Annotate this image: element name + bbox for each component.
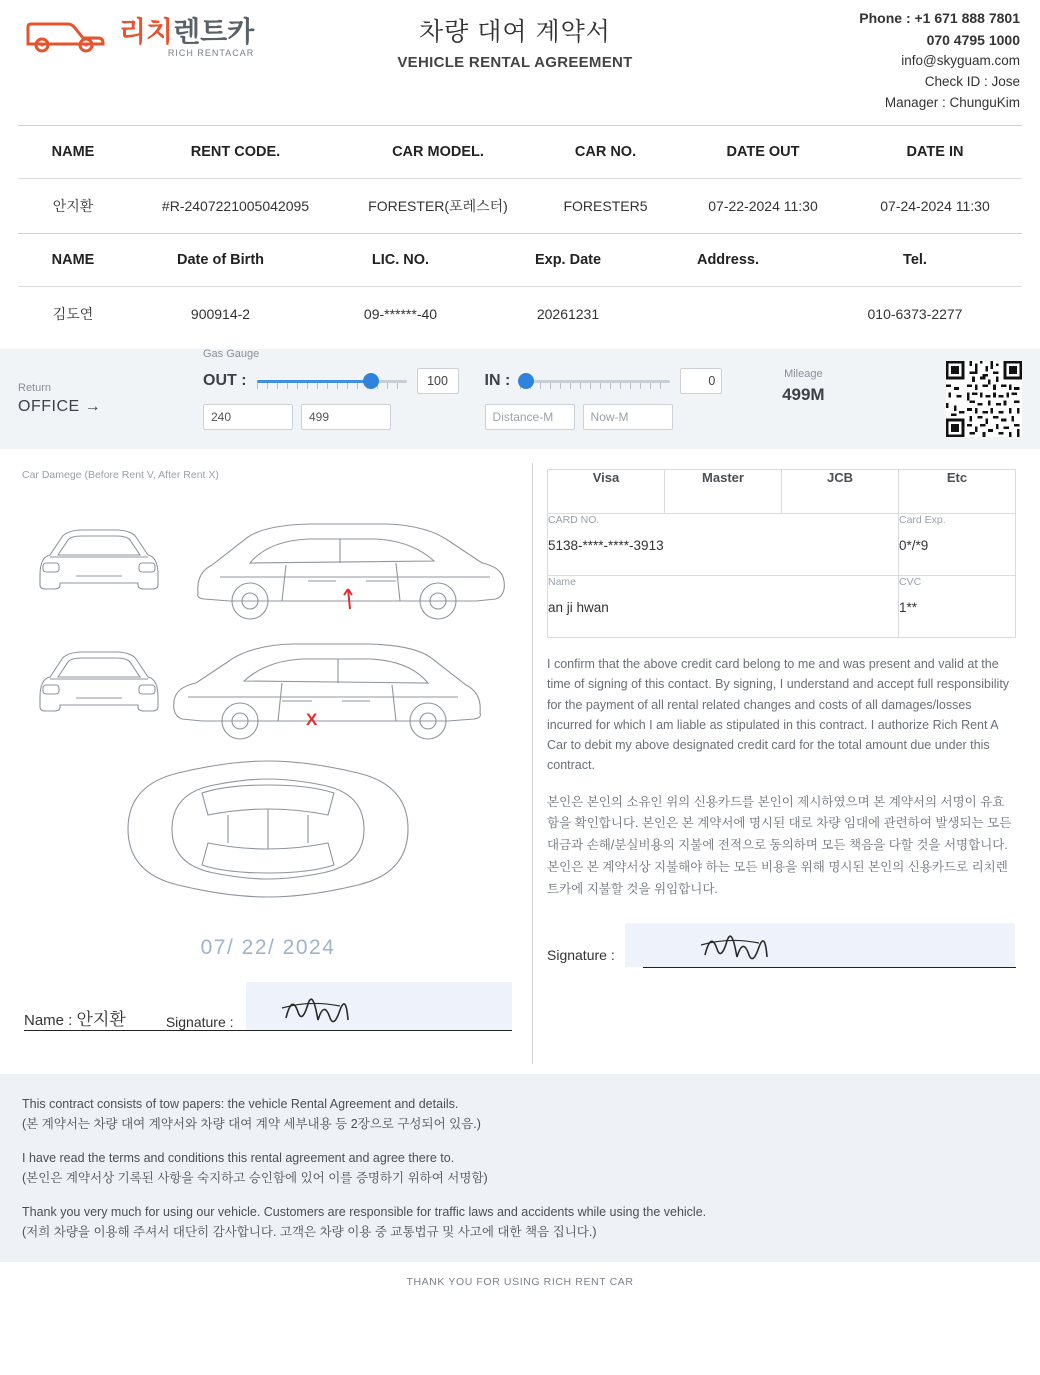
cell-name: 안지환 [52, 198, 94, 214]
contact-phone-2: 070 4795 1000 [926, 31, 1020, 48]
signature-mark [262, 984, 462, 1032]
gas-out-value[interactable]: 100 [417, 368, 459, 394]
col-dob: Date of Birth [177, 252, 264, 268]
gas-out-slider[interactable] [257, 372, 407, 390]
contact-info [760, 8, 1020, 114]
gas-gauge-caption: Gas Gauge [203, 348, 260, 360]
mileage-label: Mileage [784, 368, 823, 380]
right-signature-label: Signature : [547, 946, 615, 963]
card-cvc-value: 1** [899, 600, 918, 615]
signature-mark [681, 923, 881, 967]
card-number-cell[interactable] [548, 514, 899, 576]
cell-date-out: 07-22-2024 11:30 [708, 198, 818, 214]
table-row [18, 179, 1022, 234]
damage-mark-x: X [306, 710, 318, 729]
card-cvc-cell[interactable] [899, 576, 1016, 638]
table-header-row [18, 126, 1022, 179]
right-signature-box[interactable] [625, 923, 1015, 967]
contact-email: info@skyguam.com [901, 53, 1020, 69]
left-signature-label: Signature : [165, 1014, 234, 1030]
footer-line-3: I have read the terms and conditions this rental agreement and agree there to. [22, 1151, 455, 1165]
gas-in-slider[interactable] [520, 372, 670, 390]
car-damage-diagram[interactable] [18, 489, 516, 929]
gas-gauge-band [0, 349, 1040, 449]
footer-line-5: Thank you very much for using our vehicle. Customers are responsible for traffic laws and accidents while using the vehicle. [22, 1205, 707, 1219]
left-name-label-text: Name : [24, 1012, 73, 1029]
credit-card-table [547, 469, 1016, 638]
footer-line-4: (본인은 계약서상 기록된 사항을 숙지하고 승인함에 있어 이를 증명하기 위하여 서명함) [22, 1171, 488, 1185]
cell-dob: 900914-2 [190, 306, 251, 322]
gas-out-slider-knob[interactable] [363, 373, 379, 389]
logo-text-secondary: 렌트카 [173, 16, 255, 47]
left-name-value: 안지환 [76, 1010, 126, 1029]
contact-manager: Manager : ChunguKim [884, 95, 1020, 111]
contact-check-id: Check ID : Jose [924, 74, 1020, 90]
card-name-cell[interactable] [548, 576, 899, 638]
document-title-block [270, 8, 760, 71]
right-signature-line [643, 967, 1016, 968]
footer-terms [0, 1074, 1040, 1262]
card-brand-row [548, 470, 1016, 514]
col-lic-no: LIC. NO. [371, 252, 430, 268]
return-label: Return [18, 382, 52, 394]
cell-car-no: FORESTER5 [563, 198, 648, 214]
card-number-label: CARD NO. [548, 514, 600, 526]
gas-in-distance-field[interactable]: Distance-M [485, 404, 575, 430]
damage-mark-check [344, 589, 352, 609]
col-car-no: CAR NO. [574, 144, 637, 160]
card-section [547, 463, 1022, 1064]
logo-text-primary: 리치 [119, 16, 174, 47]
col-rent-code: RENT CODE. [190, 144, 281, 160]
page-title-en: VEHICLE RENTAL AGREEMENT [397, 54, 633, 71]
cell-driver-name: 김도연 [52, 306, 94, 322]
cell-rent-code: #R-2407221005042095 [161, 198, 310, 214]
card-name-row [548, 576, 1016, 638]
gas-out-group [203, 348, 459, 430]
cell-date-in: 07-24-2024 11:30 [880, 198, 990, 214]
return-value: OFFICE → [18, 398, 102, 415]
page-header [0, 0, 1040, 125]
legal-text-english: I confirm that the above credit card belong to me and was present and valid at the time of signing of this contact. By signing, I understand and accept full responsibility for the payment of all rental related changes and costs of all damages/losses incurred for which I am liable as stipulated in this contract. I authorize Rich Rent A Car to debit my above designated credit card for the total amount due under this contract. [547, 657, 1010, 773]
card-name-label: Name [548, 576, 577, 588]
return-location [18, 382, 183, 416]
table-header-row [18, 234, 1022, 287]
footer-thanks: THANK YOU FOR USING RICH RENT CAR [406, 1276, 634, 1288]
footer-line-1: This contract consists of tow papers: the vehicle Rental Agreement and details. [22, 1097, 459, 1111]
legal-text-korean: 본인은 본인의 소유인 위의 신용카드를 본인이 제시하였으며 본 계약서의 서명이 유효함을 확인합니다. 본인은 본 계약서에 명시된 대로 차량 임대에 관련하여 발생되는 모든 대금과 손해/분실비용의 지불에 전적으로 동의하며 모든 책음을 다할 것을 서명합니다. 본인은 본 계약서상 지불해야 하는 모든 비용을 위해 명시된 본인의 신용카드로 리치렌트카에 지불할 것을 위임합니다. [547, 794, 1012, 896]
gas-out-field-1[interactable]: 240 [203, 404, 293, 430]
mileage-group [748, 368, 858, 405]
card-exp-value: 0*/*9 [899, 538, 929, 553]
logo-subtext: RICH RENTACAR [167, 48, 255, 58]
cell-tel: 010-6373-2277 [867, 306, 963, 322]
card-exp-label: Card Exp. [899, 514, 946, 526]
card-brand-master[interactable]: Master [665, 470, 782, 514]
card-exp-cell[interactable] [899, 514, 1016, 576]
qr-code-icon [946, 361, 1022, 437]
cell-exp-date: 20261231 [536, 306, 600, 322]
card-brand-jcb[interactable]: JCB [782, 470, 899, 514]
col-car-model: CAR MODEL. [392, 144, 484, 160]
mileage-value: 499M [782, 385, 825, 404]
footer-para-2 [22, 1148, 1018, 1188]
cell-car-model: FORESTER(포레스터) [368, 198, 508, 214]
gas-in-now-field[interactable]: Now-M [583, 404, 673, 430]
table-row [18, 287, 1022, 342]
footer-line-6: (저희 차량을 이용해 주셔서 대단히 감사합니다. 고객은 차량 이용 중 교통법규 및 사고에 대한 책음 집니다.) [22, 1225, 597, 1239]
contact-phone: Phone : +1 671 888 7801 [859, 10, 1020, 26]
right-signature-row [547, 923, 1015, 967]
gas-in-value[interactable]: 0 [680, 368, 722, 394]
col-date-out: DATE OUT [726, 144, 800, 160]
gas-in-label: IN : [484, 372, 511, 389]
card-brand-visa[interactable]: Visa [548, 470, 665, 514]
col-date-in: DATE IN [906, 144, 964, 160]
col-tel: Tel. [903, 252, 927, 268]
footer-para-3 [22, 1202, 1018, 1242]
left-signature-box[interactable] [246, 982, 512, 1030]
column-divider [532, 463, 533, 1064]
damage-date: 07/ 22/ 2024 [200, 936, 336, 959]
left-signature-row [18, 982, 518, 1030]
left-name-label [24, 1005, 126, 1030]
footer-line-2: (본 계약서는 차량 대여 계약서와 차량 대여 계약 세부내용 등 2장으로 구성되어 있음.) [22, 1117, 481, 1131]
col-exp-date: Exp. Date [534, 252, 602, 268]
col-name: NAME [51, 144, 95, 160]
brand-logo [20, 8, 270, 58]
cell-address [648, 287, 808, 342]
footer-para-1 [22, 1094, 1018, 1134]
damage-caption: Car Damege (Before Rent V, After Rent X) [22, 469, 219, 481]
page-title-ko: 차량 대여 계약서 [419, 18, 611, 46]
col-address: Address. [696, 252, 760, 268]
card-number-value: 5138-****-****-3913 [548, 538, 664, 553]
vehicle-table [18, 126, 1022, 233]
gas-in-group [485, 368, 723, 430]
driver-table [18, 234, 1022, 341]
card-number-row [548, 514, 1016, 576]
gas-out-label: OUT : [203, 372, 247, 389]
cell-lic-no: 09-******-40 [363, 306, 438, 322]
card-cvc-label: CVC [899, 576, 922, 588]
main-content [0, 449, 1040, 1064]
gas-out-field-2[interactable]: 499 [301, 404, 391, 430]
card-brand-etc[interactable]: Etc [899, 470, 1016, 514]
col-driver-name: NAME [51, 252, 95, 268]
rentacar-truck-icon [20, 14, 115, 54]
damage-section [18, 463, 518, 1064]
card-name-value: an ji hwan [548, 600, 609, 615]
